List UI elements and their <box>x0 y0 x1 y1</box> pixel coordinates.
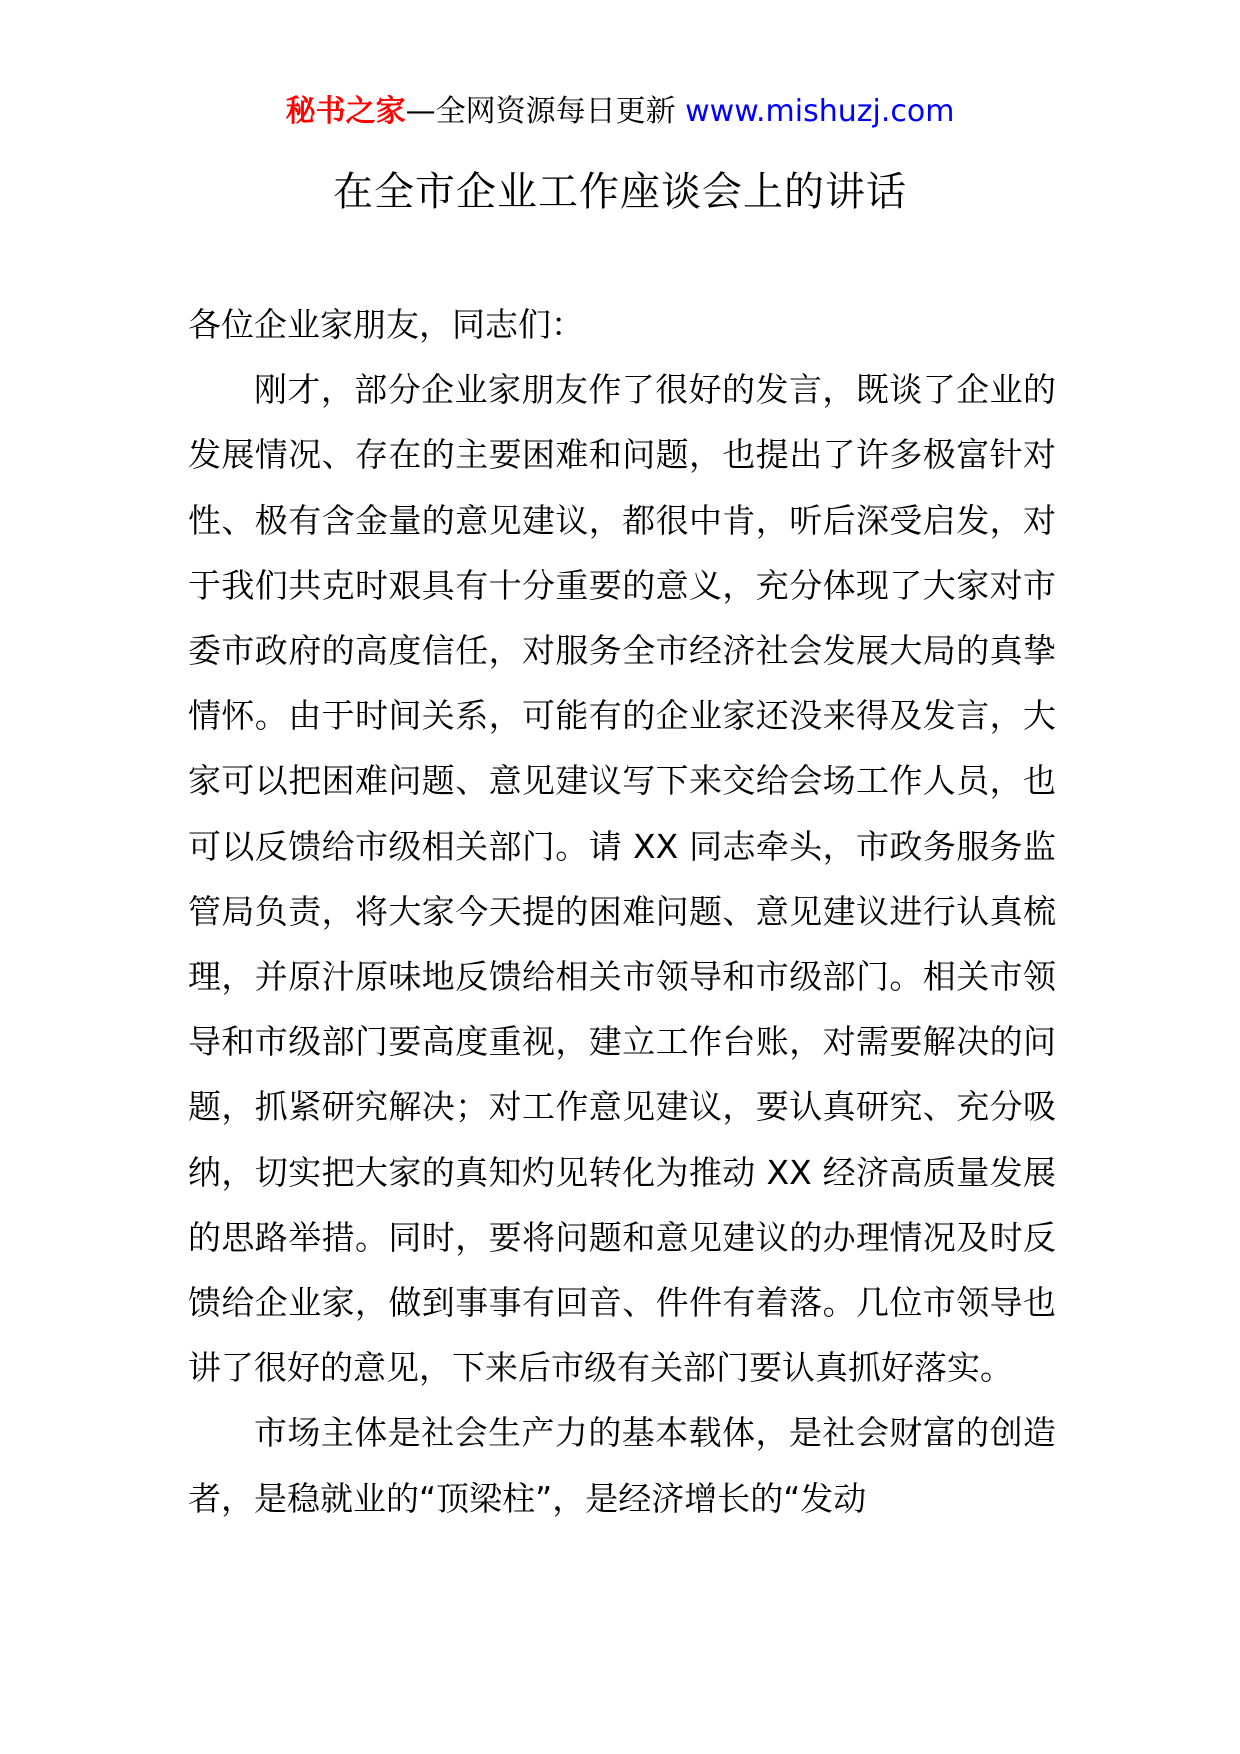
body-paragraph: 刚才，部分企业家朋友作了很好的发言，既谈了企业的发展情况、存在的主要困难和问题，也提出了许多极富针对性、极有含金量的意见建议，都很中肯，听后深受启发，对于我们共克时艰具有十分重要的意义，充分体现了大家对市委市政府的高度信任，对服务全市经济社会发展大局的真挚情怀。由于时间关系，可能有的企业家还没来得及发言，大家可以把困难问题、意见建议写下来交给会场工作人员，也可以反馈给市级相关部门。请 XX 同志牵头，市政务服务监管局负责，将大家今天提的困难问题、意见建议进行认真梳理，并原汁原味地反馈给相关市领导和市级部门。相关市领导和市级部门要高度重视，建立工作台账，对需要解决的问题，抓紧研究解决；对工作意见建议，要认真研究、充分吸纳，切实把大家的真知灼见转化为推动 XX 经济高质量发展的思路举措。同时，要将问题和意见建议的办理情况及时反馈给企业家，做到事事有回音、件件有着落。几位市领导也讲了很好的意见，下来后市级有关部门要认真抓好落实。 <box>188 370 1056 1388</box>
site-slogan: —全网资源每日更新 <box>405 94 676 129</box>
site-brand: 秘书之家 <box>285 94 406 129</box>
site-header <box>0 92 1240 132</box>
document-title: 在全市企业工作座谈会上的讲话 <box>333 169 907 215</box>
body-paragraph: 市场主体是社会生产力的基本载体，是社会财富的创造者，是稳就业的“顶梁柱”，是经济增长的“发动 <box>188 1413 1056 1518</box>
document-body <box>188 292 1056 1531</box>
site-url-link[interactable]: www.mishuzj.com <box>685 94 955 129</box>
salutation: 各位企业家朋友，同志们： <box>188 305 584 344</box>
